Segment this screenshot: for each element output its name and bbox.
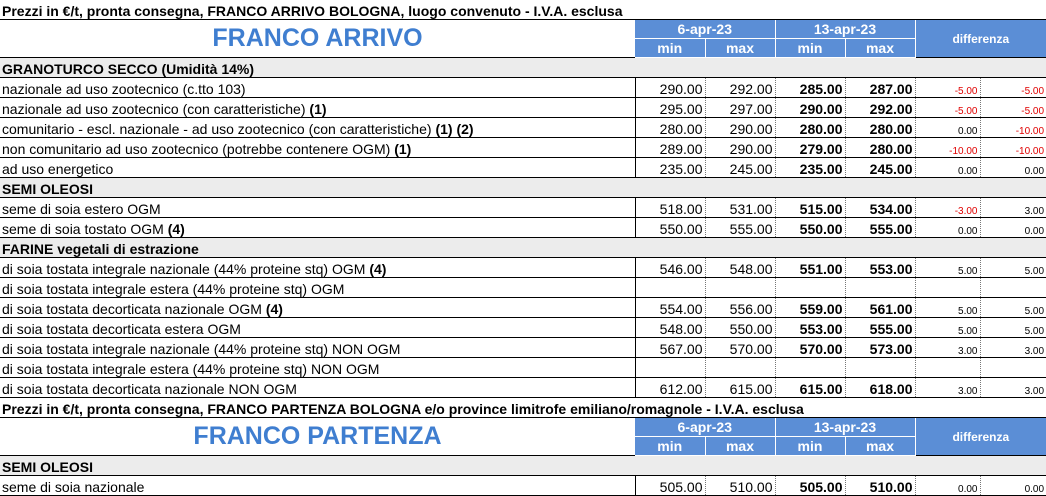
category-fill	[635, 58, 705, 78]
price-min-previous: 548.00	[635, 318, 705, 338]
difference-header: differenza	[915, 20, 1046, 58]
diff-min: -5.00	[915, 98, 980, 118]
product-label	[0, 198, 635, 218]
diff-max	[980, 278, 1046, 298]
min-header: min	[635, 437, 705, 456]
price-max-previous: 555.00	[705, 218, 775, 238]
diff-max: 0.00	[980, 218, 1046, 238]
table-row	[0, 258, 1046, 278]
diff-max: -10.00	[980, 118, 1046, 138]
table-row	[0, 476, 1046, 496]
min-header: min	[775, 39, 845, 58]
price-max-current: 573.00	[845, 338, 915, 358]
product-label	[0, 118, 635, 138]
category-fill	[915, 178, 980, 198]
price-max-current	[845, 278, 915, 298]
diff-max: 0.00	[980, 476, 1046, 496]
price-max-previous: 570.00	[705, 338, 775, 358]
footnote-ref: (1)	[394, 141, 412, 157]
price-max-current: 553.00	[845, 258, 915, 278]
product-label	[0, 378, 635, 398]
price-max-previous	[705, 358, 775, 378]
category-fill	[775, 238, 845, 258]
diff-max: 3.00	[980, 198, 1046, 218]
price-min-previous: 567.00	[635, 338, 705, 358]
category-fill	[845, 178, 915, 198]
product-label	[0, 218, 635, 238]
table-row	[0, 338, 1046, 358]
product-label	[0, 258, 635, 278]
diff-min: 0.00	[915, 476, 980, 496]
category-fill	[705, 178, 775, 198]
diff-min: -3.00	[915, 198, 980, 218]
diff-min: 5.00	[915, 318, 980, 338]
price-min-previous: 518.00	[635, 198, 705, 218]
category-name: FARINE vegetali di estrazione	[0, 238, 635, 258]
category-fill	[705, 456, 775, 476]
category-fill	[980, 58, 1046, 78]
diff-max: -5.00	[980, 98, 1046, 118]
category-row	[0, 178, 1046, 198]
price-max-previous: 297.00	[705, 98, 775, 118]
category-fill	[635, 456, 705, 476]
category-fill	[915, 58, 980, 78]
price-max-previous: 531.00	[705, 198, 775, 218]
price-min-current: 559.00	[775, 298, 845, 318]
diff-min: 3.00	[915, 378, 980, 398]
product-label	[0, 98, 635, 118]
category-fill	[635, 238, 705, 258]
price-min-previous: 295.00	[635, 98, 705, 118]
price-max-previous: 292.00	[705, 78, 775, 98]
price-min-previous: 550.00	[635, 218, 705, 238]
max-header: max	[845, 437, 915, 456]
product-name: non comunitario ad uso zootecnico (potrebbe contenere OGM)	[2, 141, 395, 157]
category-fill	[980, 456, 1046, 476]
category-name: SEMI OLEOSI	[0, 178, 635, 198]
section-note: Prezzi in €/t, pronta consegna, FRANCO ARRIVO BOLOGNA, luogo convenuto - I.V.A. esclusa	[0, 0, 1046, 20]
price-max-current: 292.00	[845, 98, 915, 118]
price-min-current: 550.00	[775, 218, 845, 238]
diff-max: 5.00	[980, 298, 1046, 318]
diff-min	[915, 278, 980, 298]
product-label	[0, 158, 635, 178]
diff-min: -5.00	[915, 78, 980, 98]
price-max-current: 280.00	[845, 138, 915, 158]
product-name: di soia tostata integrale nazionale (44% proteine stq) OGM	[2, 261, 370, 277]
header-row-dates	[0, 20, 1046, 39]
category-fill	[705, 58, 775, 78]
category-fill	[980, 178, 1046, 198]
product-name: seme di soia nazionale	[2, 479, 145, 495]
price-max-previous: 290.00	[705, 118, 775, 138]
price-max-current: 280.00	[845, 118, 915, 138]
category-fill	[845, 238, 915, 258]
product-name: nazionale ad uso zootecnico (c.tto 103)	[2, 81, 246, 97]
price-max-previous: 550.00	[705, 318, 775, 338]
diff-min: 0.00	[915, 218, 980, 238]
product-name: seme di soia tostato OGM	[2, 221, 168, 237]
product-name: di soia tostata decorticata nazionale NON OGM	[2, 381, 297, 397]
footnote-ref: (1) (2)	[435, 121, 474, 137]
price-min-current: 515.00	[775, 198, 845, 218]
product-label	[0, 318, 635, 338]
category-fill	[775, 456, 845, 476]
price-min-current: 615.00	[775, 378, 845, 398]
price-min-previous: 290.00	[635, 78, 705, 98]
product-label	[0, 298, 635, 318]
date-current: 13-apr-23	[775, 20, 915, 39]
footnote-ref: (4)	[265, 301, 283, 317]
price-max-previous: 615.00	[705, 378, 775, 398]
product-label	[0, 476, 635, 496]
price-max-current: 287.00	[845, 78, 915, 98]
price-min-current: 570.00	[775, 338, 845, 358]
price-max-current: 245.00	[845, 158, 915, 178]
diff-max: -5.00	[980, 78, 1046, 98]
price-min-previous: 612.00	[635, 378, 705, 398]
category-fill	[845, 58, 915, 78]
table-row	[0, 78, 1046, 98]
price-max-current: 561.00	[845, 298, 915, 318]
table-row	[0, 318, 1046, 338]
product-name: di soia tostata integrale estera (44% proteine stq) NON OGM	[2, 361, 380, 377]
table-row	[0, 198, 1046, 218]
table-row	[0, 218, 1046, 238]
section-title: FRANCO ARRIVO	[212, 24, 423, 52]
price-max-previous: 556.00	[705, 298, 775, 318]
category-row	[0, 456, 1046, 476]
price-min-current	[775, 278, 845, 298]
category-row	[0, 238, 1046, 258]
diff-min: 0.00	[915, 158, 980, 178]
price-max-current	[845, 358, 915, 378]
category-fill	[845, 456, 915, 476]
product-name: di soia tostata decorticata nazionale OGM	[2, 301, 266, 317]
diff-min	[915, 358, 980, 378]
table-row	[0, 118, 1046, 138]
product-name: di soia tostata integrale nazionale (44% proteine stq) NON OGM	[2, 341, 401, 357]
price-min-previous	[635, 358, 705, 378]
date-current: 13-apr-23	[775, 418, 915, 437]
diff-max: 3.00	[980, 378, 1046, 398]
diff-min: -10.00	[915, 138, 980, 158]
max-header: max	[705, 39, 775, 58]
price-min-previous: 505.00	[635, 476, 705, 496]
price-max-previous: 290.00	[705, 138, 775, 158]
diff-max: -10.00	[980, 138, 1046, 158]
diff-max: 3.00	[980, 338, 1046, 358]
price-min-previous: 289.00	[635, 138, 705, 158]
product-label	[0, 358, 635, 378]
diff-max	[980, 358, 1046, 378]
date-previous: 6-apr-23	[635, 20, 775, 39]
product-name: comunitario - escl. nazionale - ad uso zootecnico (con caratteristiche)	[2, 121, 436, 137]
max-header: max	[845, 39, 915, 58]
category-fill	[915, 238, 980, 258]
table-row	[0, 298, 1046, 318]
product-name: di soia tostata integrale estera (44% proteine stq) OGM	[2, 281, 345, 297]
footnote-ref: (1)	[309, 101, 327, 117]
price-min-current: 551.00	[775, 258, 845, 278]
product-label	[0, 278, 635, 298]
price-max-previous: 245.00	[705, 158, 775, 178]
price-max-current: 618.00	[845, 378, 915, 398]
price-max-current: 555.00	[845, 318, 915, 338]
category-fill	[980, 238, 1046, 258]
category-name: GRANOTURCO SECCO (Umidità 14%)	[0, 58, 635, 78]
max-header: max	[705, 437, 775, 456]
price-max-previous: 510.00	[705, 476, 775, 496]
diff-min: 5.00	[915, 258, 980, 278]
category-row	[0, 58, 1046, 78]
price-min-current: 285.00	[775, 78, 845, 98]
section-note-row	[0, 0, 1046, 20]
price-min-previous: 280.00	[635, 118, 705, 138]
product-label	[0, 338, 635, 358]
price-min-current: 235.00	[775, 158, 845, 178]
price-min-current: 505.00	[775, 476, 845, 496]
category-fill	[705, 238, 775, 258]
section-title: FRANCO PARTENZA	[193, 422, 442, 450]
price-max-current: 510.00	[845, 476, 915, 496]
product-label	[0, 78, 635, 98]
footnote-ref: (4)	[369, 261, 387, 277]
price-min-current: 280.00	[775, 118, 845, 138]
table-row	[0, 278, 1046, 298]
category-fill	[775, 58, 845, 78]
price-min-previous	[635, 278, 705, 298]
section-note: Prezzi in €/t, pronta consegna, FRANCO PARTENZA BOLOGNA e/o province limitrofe emiliano/romagnole - I.V.A. esclusa	[0, 398, 1046, 418]
product-name: di soia tostata decorticata estera OGM	[2, 321, 241, 337]
product-name: ad uso energetico	[2, 161, 114, 177]
product-label	[0, 138, 635, 158]
table-row	[0, 138, 1046, 158]
price-max-previous: 548.00	[705, 258, 775, 278]
date-previous: 6-apr-23	[635, 418, 775, 437]
price-min-current: 279.00	[775, 138, 845, 158]
price-min-current: 553.00	[775, 318, 845, 338]
diff-min: 5.00	[915, 298, 980, 318]
diff-max: 5.00	[980, 258, 1046, 278]
diff-min: 3.00	[915, 338, 980, 358]
price-max-current: 555.00	[845, 218, 915, 238]
diff-max: 0.00	[980, 158, 1046, 178]
category-fill	[635, 178, 705, 198]
price-min-current: 290.00	[775, 98, 845, 118]
table-row	[0, 158, 1046, 178]
diff-min: 0.00	[915, 118, 980, 138]
price-min-previous: 546.00	[635, 258, 705, 278]
footnote-ref: (4)	[167, 221, 185, 237]
price-min-previous: 554.00	[635, 298, 705, 318]
category-fill	[915, 456, 980, 476]
price-min-current	[775, 358, 845, 378]
price-min-previous: 235.00	[635, 158, 705, 178]
difference-header: differenza	[915, 418, 1046, 456]
min-header: min	[775, 437, 845, 456]
table-row	[0, 378, 1046, 398]
category-fill	[775, 178, 845, 198]
diff-max: 5.00	[980, 318, 1046, 338]
category-name: SEMI OLEOSI	[0, 456, 635, 476]
header-row-dates	[0, 418, 1046, 437]
price-max-previous	[705, 278, 775, 298]
price-max-current: 534.00	[845, 198, 915, 218]
table-row	[0, 358, 1046, 378]
product-name: nazionale ad uso zootecnico (con caratteristiche)	[2, 101, 310, 117]
table-row	[0, 98, 1046, 118]
section-note-row	[0, 398, 1046, 418]
product-name: seme di soia estero OGM	[2, 201, 161, 217]
min-header: min	[635, 39, 705, 58]
